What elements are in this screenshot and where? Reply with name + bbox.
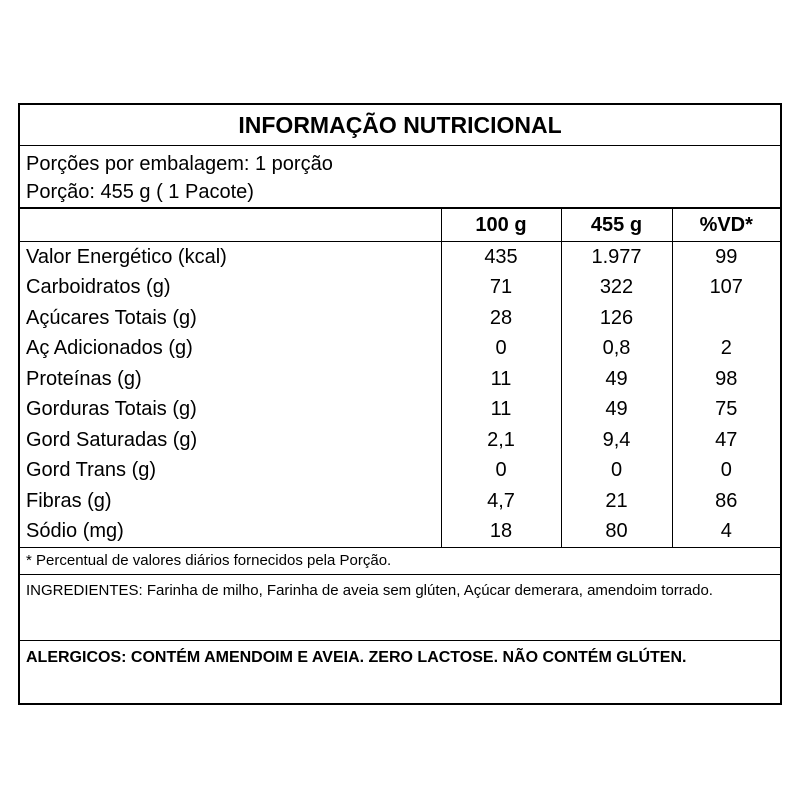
value-per-portion: 21 [561, 486, 672, 517]
value-per-portion: 126 [561, 303, 672, 334]
table-row [20, 456, 780, 487]
value-per-portion: 0,8 [561, 334, 672, 365]
value-per-portion: 49 [561, 395, 672, 426]
value-per-100g: 71 [441, 273, 561, 304]
nutrient-name: Proteínas (g) [26, 367, 142, 390]
value-per-portion: 9,4 [561, 425, 672, 456]
daily-value: 4 [672, 517, 780, 548]
nutrition-table [20, 209, 780, 548]
table-row [20, 486, 780, 517]
serving-info [20, 146, 780, 209]
value-per-100g: 435 [441, 242, 561, 273]
value-per-100g: 11 [441, 364, 561, 395]
value-per-portion: 80 [561, 517, 672, 548]
daily-value: 98 [672, 364, 780, 395]
header-nutrient [20, 209, 441, 242]
table-row [20, 303, 780, 334]
nutrient-name: Gord Trans (g) [26, 459, 157, 482]
value-per-100g: 0 [441, 456, 561, 487]
table-row [20, 395, 780, 426]
table-row [20, 242, 780, 273]
table-row [20, 364, 780, 395]
value-per-100g: 2,1 [441, 425, 561, 456]
daily-value: 0 [672, 456, 780, 487]
servings-per-package: Porções por embalagem: 1 porção [26, 153, 333, 175]
table-row [20, 517, 780, 548]
nutrition-label [18, 103, 782, 705]
nutrient-name: Gorduras Totais (g) [26, 398, 197, 421]
value-per-portion: 1.977 [561, 242, 672, 273]
table-row [20, 425, 780, 456]
footnote: * Percentual de valores diários fornecidos pela Porção. [20, 548, 780, 575]
value-per-portion: 322 [561, 273, 672, 304]
table-row [20, 273, 780, 304]
header-per-portion: 455 g [561, 209, 672, 242]
value-per-100g: 18 [441, 517, 561, 548]
nutrient-name: Fibras (g) [26, 489, 112, 512]
header-per-100g: 100 g [441, 209, 561, 242]
daily-value: 86 [672, 486, 780, 517]
table-header-row [20, 209, 780, 242]
daily-value: 75 [672, 395, 780, 426]
daily-value: 99 [672, 242, 780, 273]
ingredients: INGREDIENTES: Farinha de milho, Farinha de aveia sem glúten, Açúcar demerara, amendoim torrado. [20, 575, 780, 641]
nutrient-name: Sódio (mg) [20, 517, 441, 548]
daily-value: 47 [672, 425, 780, 456]
nutrient-name: Carboidratos (g) [26, 276, 171, 299]
table-row [20, 334, 780, 365]
nutrient-name: Valor Energético (kcal) [26, 245, 227, 268]
daily-value: 2 [672, 334, 780, 365]
allergens: ALERGICOS: CONTÉM AMENDOIM E AVEIA. ZERO LACTOSE. NÃO CONTÉM GLÚTEN. [26, 649, 687, 666]
nutrient-name: Aç Adicionados (g) [26, 337, 193, 360]
daily-value [672, 303, 780, 334]
label-title: INFORMAÇÃO NUTRICIONAL [20, 105, 780, 146]
header-daily-value: %VD* [672, 209, 780, 242]
value-per-100g: 4,7 [441, 486, 561, 517]
value-per-100g: 11 [441, 395, 561, 426]
nutrient-name: Gord Saturadas (g) [26, 428, 198, 451]
value-per-100g: 0 [441, 334, 561, 365]
daily-value: 107 [672, 273, 780, 304]
nutrient-name: Açúcares Totais (g) [26, 306, 197, 329]
value-per-100g: 28 [441, 303, 561, 334]
serving-size: Porção: 455 g ( 1 Pacote) [26, 181, 254, 203]
value-per-portion: 0 [561, 456, 672, 487]
value-per-portion: 49 [561, 364, 672, 395]
